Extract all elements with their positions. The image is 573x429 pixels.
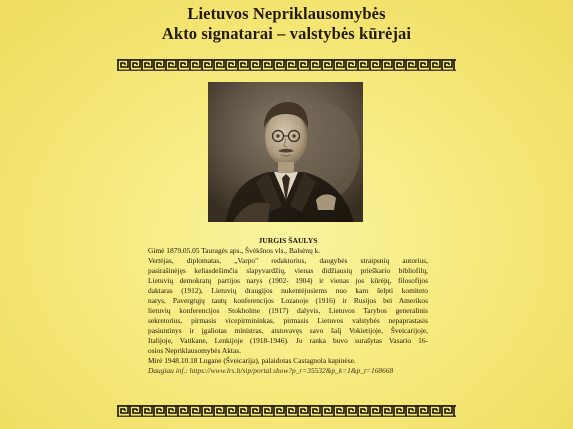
bio-line: Italijoje, Vatikane, Lenkijoje (1918-1946). Jo ranka buvo surašytas Vasario 16- <box>148 336 428 345</box>
source-link[interactable]: Daugiau inf.: https://www.lrs.lt/sip/portal.show?p_r=35532&p_k=1&p_t=168668 <box>148 366 394 375</box>
bio-line-birth: Gimė 1879.05.05 Tauragės aps., Švėkšnos vls., Balsėnų k. <box>148 246 321 255</box>
greek-key-border-bottom <box>117 405 456 417</box>
bio-line: daktaras (1912), Lietuvių draugijos nukentėjusiems nuo karo šelpti komiteto <box>148 286 428 295</box>
page-title-line1: Lietuvos Nepriklausomybės <box>187 4 386 23</box>
bio-line: Lietuvių demokratų partijos narys (1902- 1904) ir vienas jos kūrėjų, filosofijos <box>148 276 428 285</box>
bio-line: narys, Pavergtųjų tautų konferencijos Lozanoje (1916) ir Rusijos bei Amerikos <box>148 296 428 305</box>
bio-line: pasirašinėjęs keliasdešimčia slapyvardžių, vienas didžiausių prieškario bibliofilų, <box>148 266 428 275</box>
bio-line: osios Nepriklausomybės Aktas. <box>148 346 241 355</box>
page-title-line2: Akto signatarai – valstybės kūrėjai <box>161 24 412 43</box>
portrait-photo <box>208 82 363 222</box>
bio-line: lietuvių konferencijos Stokholme (1917) dalyvis, Lietuvos Tarybos generalinis <box>148 306 428 315</box>
bio-line: sekretorius, pirmasis vicepirmininkas, pirmasis Lietuvos valstybės nepaprastasis <box>148 316 428 325</box>
bio-line: pasiuntinys ir įgaliotas ministras, atstovavęs savo šalį Vokietijoje, Šveicarijoje, <box>148 326 428 335</box>
greek-key-border-top <box>117 59 456 71</box>
bio-line: Vertėjas, diplomatas, „Varpo" redaktorius, daugybės straipsnių autorius, <box>148 256 428 265</box>
bio-line-death: Mirė 1948.10.18 Lugane (Šveicarija), palaidotas Castagnola kapinėse. <box>148 356 356 365</box>
signatory-name: JURGIS ŠAULYS <box>258 236 318 245</box>
